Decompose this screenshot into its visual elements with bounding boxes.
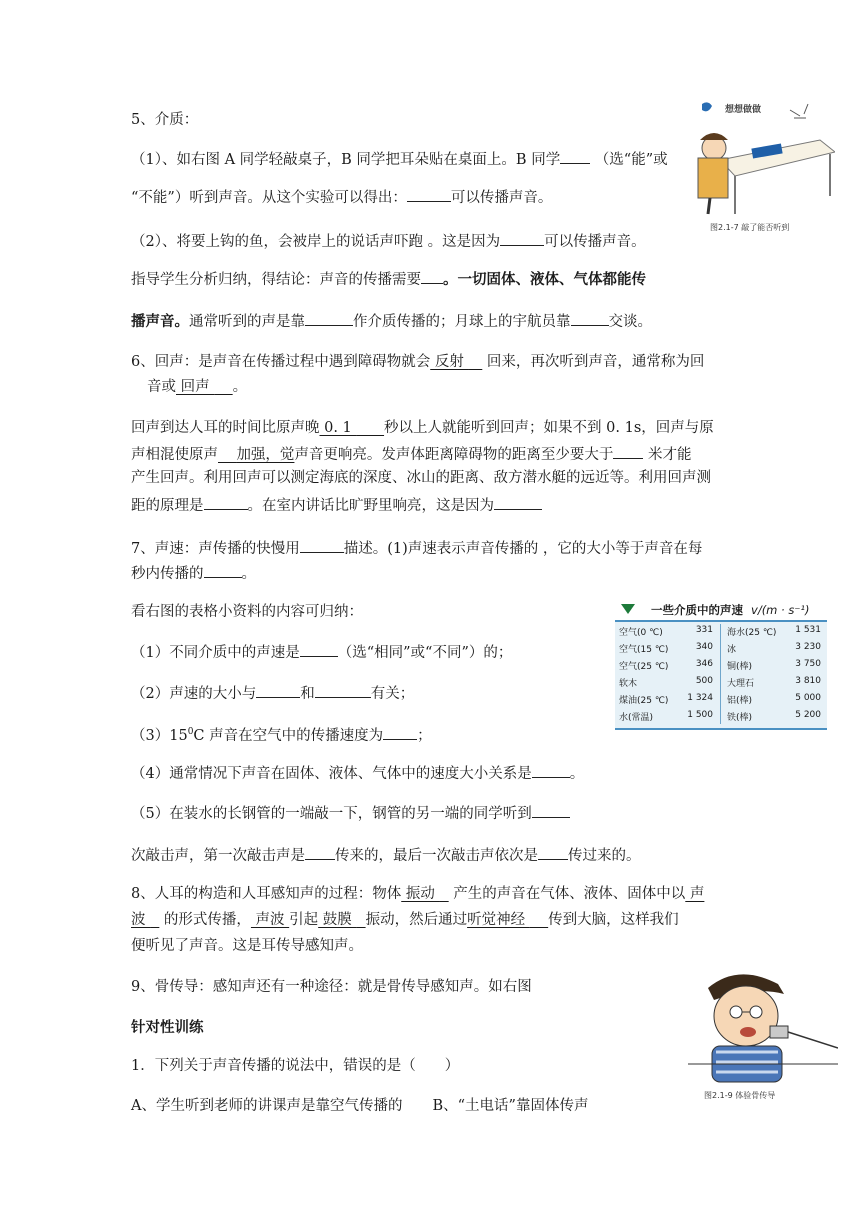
- triangle-icon: [621, 604, 635, 614]
- speed-medium-cell: 空气(15 ℃): [619, 645, 669, 655]
- sec6-line2: 音或 回声 。: [147, 379, 248, 395]
- speed-value-cell: 340: [695, 642, 713, 652]
- fig-table-experiment: [690, 96, 835, 236]
- speed-medium-cell: 铝(棒): [727, 696, 753, 706]
- rod: [788, 1032, 838, 1048]
- bone-conduction-illustration: [688, 968, 838, 1083]
- sec9-line1: 9、骨传导：感知声还有一种途径：就是骨传导感知声。如右图: [131, 979, 532, 995]
- practice-q1: 1．下列关于声音传播的说法中，错误的是（ ）: [131, 1058, 460, 1074]
- fig1-badge: 想想做做: [725, 105, 762, 115]
- speed-value-cell: 1 500: [687, 710, 713, 720]
- sec7-line2: 秒内传播的 。: [131, 562, 256, 584]
- speed-value-cell: 331: [695, 625, 713, 635]
- speed-value-cell: 3 810: [795, 676, 821, 686]
- student-body: [698, 158, 728, 198]
- sec7-line3: 看右图的表格小资料的内容可归纳：: [131, 604, 363, 620]
- sec8-line3: 便听见了声音。这是耳传导感知声。: [131, 938, 363, 954]
- speed-medium-cell: 空气(25 ℃): [619, 662, 669, 672]
- sec6-line1: 6、回声：是声音在传播过程中遇到障碍物就会 反射 回来，再次听到声音，通常称为回: [131, 354, 705, 370]
- speed-value-cell: 5 000: [795, 693, 821, 703]
- person-head: [714, 986, 778, 1046]
- sec7-q1: （1）不同介质中的声速是 （选“相同”或“不同”）的；: [131, 641, 512, 663]
- fig1-caption: 图2.1-7 敲了能否听到: [710, 223, 790, 232]
- sec6-line3: 回声到达人耳的时间比原声晚 0. 1 秒以上人就能听到回声；如果不到 0. 1s，回声与原: [131, 420, 714, 436]
- speed-value-cell: 346: [695, 659, 713, 669]
- speed-medium-cell: 冰: [727, 645, 737, 655]
- speed-medium-cell: 煤油(25 ℃): [619, 696, 669, 706]
- sec5-line2: “不能”）听到声音。从这个实验可以得出： 可以传播声音。: [131, 186, 552, 208]
- sec5-line1: （1）、如右图 A 同学轻敲桌子，B 同学把耳朵贴在桌面上。B 同学 （选“能”或: [131, 148, 668, 170]
- speed-medium-cell: 水(常温): [619, 713, 654, 723]
- sec7-q5: （5）在装水的长钢管的一端敲一下，钢管的另一端的同学听到: [131, 802, 570, 824]
- speed-value-cell: 1 324: [687, 693, 713, 703]
- speed-value-cell: 3 750: [795, 659, 821, 669]
- speed-medium-cell: 铜(棒): [727, 662, 753, 672]
- sec5-title: 5、介质：: [131, 112, 199, 128]
- badge-icon: [702, 102, 712, 111]
- speed-medium-cell: 空气(0 ℃): [619, 628, 663, 638]
- sec7-line8: 次敲击声，第一次敲击声是 传来的，最后一次敲击声依次是 传过来的。: [131, 844, 641, 866]
- speed-value-cell: 500: [695, 676, 713, 686]
- sec5-line3: （2）、将要上钩的鱼，会被岸上的说话声吓跑 。这是因为 可以传播声音。: [131, 230, 646, 252]
- sec8-line1: 8、人耳的构造和人耳感知声的过程：物体 振动 产生的声音在气体、液体、固体中以 声: [131, 886, 705, 902]
- speed-medium-cell: 大理石: [727, 679, 755, 689]
- speed-value-cell: 1 531: [795, 625, 821, 635]
- speed-table: [615, 598, 827, 728]
- practice-title: 针对性训练: [131, 1019, 204, 1036]
- hand-object: [770, 1026, 788, 1038]
- sec7-q2: （2）声速的大小与 和 有关；: [131, 682, 414, 704]
- sound-lines: [790, 104, 808, 118]
- speed-value-cell: 3 230: [795, 642, 821, 652]
- sec5-line5: 播声音。通常听到的声是靠 作介质传播的；月球上的宇航员靠 交谈。: [131, 310, 652, 332]
- speed-table-title: 一些介质中的声速 v/(m · s⁻¹): [651, 603, 810, 617]
- sec7-q3: $(3)15^0C$ 声音在空气中的传播速度为 ；: [131, 722, 432, 746]
- sec6-line6: 距的原理是 。在室内讲话比旷野里响亮，这是因为: [131, 494, 542, 516]
- speed-medium-cell: 软木: [619, 679, 638, 689]
- fig-bone-conduction: [688, 968, 838, 1108]
- fig3-caption: 图2.1-9 体验骨传导: [704, 1091, 776, 1100]
- sec5-line4: 指导学生分析归纳，得结论：声音的传播需要 。一切固体、液体、气体都能传: [131, 268, 646, 290]
- student-hair: [700, 133, 728, 140]
- speed-medium-cell: 铁(棒): [727, 713, 753, 723]
- sec7-line1: 7、声速：声传播的快慢用 描述。(1)声速表示声音传播的 ，它的大小等于声音在每: [131, 537, 702, 559]
- sec7-q4: （4）通常情况下声音在固体、液体、气体中的速度大小关系是 。: [131, 762, 584, 784]
- practice-options: A、学生听到老师的讲课声是靠空气传播的 B、“土电话”靠固体传声: [131, 1098, 589, 1114]
- speed-value-cell: 5 200: [795, 710, 821, 720]
- sec8-line2: 波 的形式传播， 声波 引起 鼓膜 振动，然后通过听觉神经 传到大脑，这样我们: [131, 912, 679, 928]
- sec6-line4: 声相混使原声 加强，觉声音更响亮。发声体距离障碍物的距离至少要大于 米才能: [131, 443, 692, 465]
- speed-medium-cell: 海水(25 ℃): [727, 628, 777, 638]
- sec6-line5: 产生回声。利用回声可以测定海底的深度、冰山的距离、敌方潜水艇的远近等。利用回声测: [131, 470, 711, 486]
- students-table-illustration: [690, 96, 835, 216]
